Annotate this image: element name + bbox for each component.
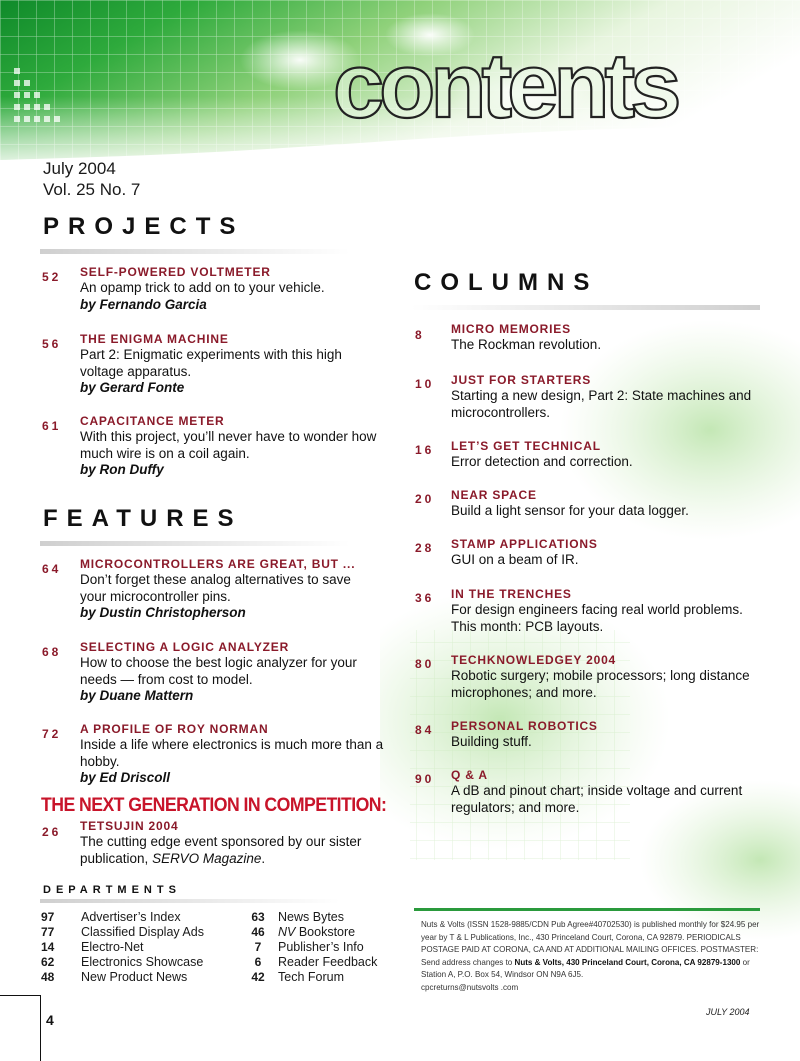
- entry-title: TETSUJIN 2004: [80, 819, 179, 833]
- entry-title: IN THE TRENCHES: [451, 587, 572, 601]
- entry-page: 52: [42, 270, 62, 284]
- competition-entry[interactable]: [42, 819, 380, 867]
- entry-page: 68: [42, 645, 62, 659]
- entry-desc: Error detection and correction.: [451, 454, 633, 469]
- column-entry[interactable]: [415, 719, 771, 751]
- masthead-word: contents: [333, 35, 677, 137]
- department-item[interactable]: 14 Electro-Net: [41, 940, 144, 954]
- entry-author: by Gerard Fonte: [80, 380, 185, 395]
- entry-page: 80: [415, 657, 435, 671]
- entry-page: 8: [415, 328, 425, 342]
- departments-rule: [40, 899, 340, 903]
- entry-page: 61: [42, 419, 62, 433]
- feature-entry[interactable]: [42, 722, 390, 787]
- column-entry[interactable]: [415, 653, 751, 701]
- entry-page: 26: [42, 825, 62, 839]
- column-entry[interactable]: [415, 488, 771, 520]
- entry-title: THE ENIGMA MACHINE: [80, 332, 229, 346]
- servo-magazine-name: SERVO Magazine: [152, 850, 262, 866]
- entry-title: TECHKNOWLEDGEY 2004: [451, 653, 617, 667]
- entry-desc: For design engineers facing real world problems. This month: PCB layouts.: [451, 602, 743, 634]
- entry-desc: Build a light sensor for your data logger.: [451, 503, 689, 518]
- entry-page: 56: [42, 337, 62, 351]
- issue-date: July 2004: [43, 159, 116, 178]
- entry-desc: Inside a life where electronics is much more than a hobby.: [80, 737, 384, 769]
- entry-page: 16: [415, 443, 435, 457]
- competition-heading: THE NEXT GENERATION IN COMPETITION:: [41, 795, 387, 816]
- project-entry[interactable]: [42, 414, 390, 479]
- departments-left-column: [41, 910, 241, 985]
- entry-title: NEAR SPACE: [451, 488, 537, 502]
- department-item[interactable]: 63 News Bytes: [251, 910, 344, 924]
- entry-title: STAMP APPLICATIONS: [451, 537, 598, 551]
- column-entry[interactable]: [415, 439, 771, 471]
- entry-title: CAPACITANCE METER: [80, 414, 225, 428]
- column-entry[interactable]: [415, 587, 751, 635]
- publication-rule: [414, 908, 760, 911]
- entry-title: SELF-POWERED VOLTMETER: [80, 265, 271, 279]
- masthead-banner: [0, 0, 800, 175]
- entry-title: PERSONAL ROBOTICS: [451, 719, 598, 733]
- features-heading: FEATURES: [43, 505, 243, 532]
- columns-rule: [411, 305, 760, 310]
- entry-desc: Part 2: Enigmatic experiments with this high voltage apparatus.: [80, 347, 342, 379]
- entry-page: 84: [415, 723, 435, 737]
- footer-date: JULY 2004: [706, 1007, 750, 1017]
- feature-entry[interactable]: [42, 557, 380, 622]
- column-entry[interactable]: [415, 322, 771, 354]
- page-number-box: [0, 995, 41, 1061]
- entry-desc: With this project, you’ll never have to wonder how much wire is on a coil again.: [80, 429, 377, 461]
- entry-author: by Ron Duffy: [80, 462, 164, 477]
- department-item[interactable]: 97 Advertiser’s Index: [41, 910, 181, 924]
- entry-page: 36: [415, 591, 435, 605]
- entry-author: by Ed Driscoll: [80, 770, 171, 785]
- project-entry[interactable]: [42, 265, 410, 313]
- entry-desc: A dB and pinout chart; inside voltage and current regulators; and more.: [451, 783, 743, 815]
- entry-desc: Don’t forget these analog alternatives to save your microcontroller pins.: [80, 572, 351, 604]
- entry-desc: Robotic surgery; mobile processors; long distance microphones; and more.: [451, 668, 750, 700]
- entry-desc: GUI on a beam of IR.: [451, 552, 579, 567]
- entry-author: by Fernando Garcia: [80, 296, 207, 312]
- entry-page: 72: [42, 727, 62, 741]
- entry-page: 64: [42, 562, 62, 576]
- features-rule: [40, 541, 350, 546]
- department-item[interactable]: 42 Tech Forum: [251, 970, 344, 984]
- department-item[interactable]: 48 New Product News: [41, 970, 188, 984]
- column-entry[interactable]: [415, 373, 771, 421]
- issue-volume: Vol. 25 No. 7: [43, 180, 141, 199]
- entry-desc: The cutting edge event sponsored by our sister publication, SERVO Magazine.: [80, 834, 362, 866]
- department-item[interactable]: 62 Electronics Showcase: [41, 955, 204, 969]
- entry-desc: How to choose the best logic analyzer for your needs — from cost to model.: [80, 655, 357, 687]
- entry-page: 20: [415, 492, 435, 506]
- entry-title: LET’S GET TECHNICAL: [451, 439, 601, 453]
- columns-heading: COLUMNS: [414, 269, 599, 296]
- entry-title: Q & A: [451, 768, 488, 782]
- entry-author: by Dustin Christopherson: [80, 605, 246, 620]
- project-entry[interactable]: [42, 332, 380, 397]
- departments-heading: DEPARTMENTS: [43, 884, 181, 896]
- column-entry[interactable]: [415, 768, 751, 816]
- entry-title: MICROCONTROLLERS ARE GREAT, BUT ...: [80, 557, 356, 571]
- entry-desc: The Rockman revolution.: [451, 337, 602, 352]
- entry-desc: Starting a new design, Part 2: State machines and microcontrollers.: [451, 388, 752, 420]
- projects-heading: PROJECTS: [43, 213, 245, 240]
- entry-page: 28: [415, 541, 435, 555]
- entry-title: SELECTING A LOGIC ANALYZER: [80, 640, 290, 654]
- department-item[interactable]: 6 Reader Feedback: [254, 955, 378, 969]
- feature-entry[interactable]: [42, 640, 375, 705]
- publication-info: Nuts & Volts (ISSN 1528-9885/CDN Pub Agree#40702530) is published monthly for $24.95 per year by T & L Publications, Inc., 430 Princeland Court, Corona, CA 92879. PERIODICALS POSTAGE PAID AT CORONA, CA AND AT ADDITIONAL MAILING OFFICES. POSTMASTER: Send address changes to Nuts & Volts, 430 Princeland Court, Corona, CA 92879-1300 or Station A, P.O. Box 54, Windsor ON N9A 6J5. cpcreturns@nutsvolts .com: [421, 919, 760, 992]
- publication-email[interactable]: cpcreturns@nutsvolts .com: [421, 981, 519, 992]
- department-item[interactable]: 46 NV Bookstore: [251, 925, 356, 939]
- entry-desc: An opamp trick to add on to your vehicle.: [80, 280, 325, 295]
- entry-page: 10: [415, 377, 435, 391]
- department-item[interactable]: 7 Publisher’s Info: [254, 940, 364, 954]
- department-item[interactable]: 77 Classified Display Ads: [41, 925, 204, 939]
- entry-page: 90: [415, 772, 435, 786]
- departments-right-column: [238, 910, 438, 985]
- projects-rule: [40, 249, 350, 254]
- entry-author: by Duane Mattern: [80, 688, 194, 703]
- entry-desc: Building stuff.: [451, 734, 532, 749]
- entry-title: JUST FOR STARTERS: [451, 373, 592, 387]
- page-number: 4: [46, 1012, 54, 1028]
- entry-title: MICRO MEMORIES: [451, 322, 571, 336]
- column-entry[interactable]: [415, 537, 771, 569]
- entry-title: A PROFILE OF ROY NORMAN: [80, 722, 269, 736]
